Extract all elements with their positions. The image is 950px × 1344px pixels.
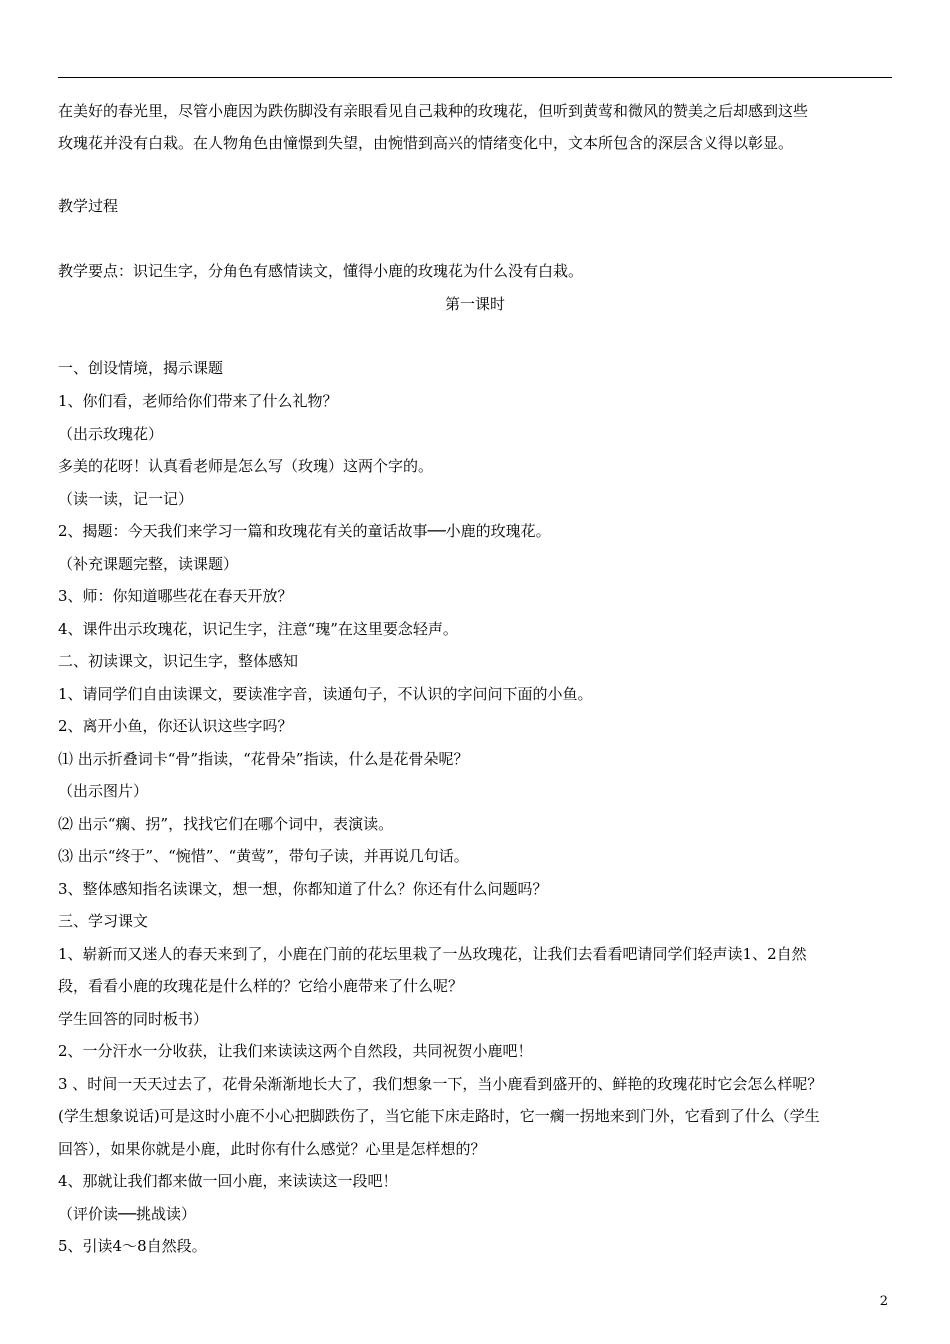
body-line: 1、请同学们自由读课文，要读准字音，读通句子，不认识的字问问下面的小鱼。 <box>58 685 593 703</box>
body-line: 三、学习课文 <box>58 912 149 930</box>
body-line: 3、整体感知指名读课文，想一想，你都知道了什么？你还有什么问题吗？ <box>58 880 548 898</box>
body-line: 3、师：你知道哪些花在春天开放？ <box>58 587 293 605</box>
intro-line: 在美好的春光里，尽管小鹿因为跌伤脚没有亲眼看见自己栽种的玫瑰花，但听到黄莺和微风的赞美之后却感到这些 <box>58 102 809 120</box>
body-line: 二、初读课文，识记生字，整体感知 <box>58 652 299 670</box>
body-line: （补充课题完整，读课题） <box>58 555 239 573</box>
body-line: （读一读，记一记） <box>58 490 194 508</box>
body-line: 学生回答的同时板书） <box>58 1010 209 1028</box>
page-number: 2 <box>879 1294 888 1309</box>
header-rule <box>58 77 892 78</box>
body-line: （出示玫瑰花） <box>58 425 164 443</box>
body-line: ⑶ 出示“终于”、“惋惜”、“黄莺”，带句子读，并再说几句话。 <box>58 847 469 865</box>
body-line: 多美的花呀！认真看老师是怎么写（玫瑰）这两个字的。 <box>58 457 434 475</box>
body-line: （出示图片） <box>58 782 149 800</box>
body-line: 5、引读4～8自然段。 <box>58 1237 207 1255</box>
body-line: 回答），如果你就是小鹿，此时你有什么感觉？心里是怎样想的？ <box>58 1140 486 1158</box>
key-points: 教学要点：识记生字，分角色有感情读文，懂得小鹿的玫瑰花为什么没有白栽。 <box>58 262 584 280</box>
body-line: 4、那就让我们都来做一回小鹿，来读读这一段吧！ <box>58 1172 398 1190</box>
intro-line: 玫瑰花并没有白栽。在人物角色由憧憬到失望，由惋惜到高兴的情绪变化中，文本所包含的深层含义得以彰显。 <box>58 134 794 152</box>
body-line: 4、课件出示玫瑰花，识记生字，注意“瑰”在这里要念轻声。 <box>58 620 458 638</box>
body-line: 1、你们看，老师给你们带来了什么礼物？ <box>58 392 338 410</box>
body-line: ⑵ 出示“瘸、拐”，找找它们在哪个词中，表演读。 <box>58 815 394 833</box>
body-line: 2、离开小鱼，你还认识这些字吗？ <box>58 717 293 735</box>
body-line: (学生想象说话)可是这时小鹿不小心把脚跌伤了，当它能下床走路时，它一瘸一拐地来到门外，它看到了什么（学生 <box>58 1107 820 1125</box>
body-line: ⑴ 出示折叠词卡“骨”指读，“花骨朵”指读，什么是花骨朵呢？ <box>58 750 469 768</box>
body-line: 1、崭新而又迷人的春天来到了，小鹿在门前的花坛里栽了一丛玫瑰花，让我们去看看吧请同学们轻声读1、2自然 <box>58 945 807 963</box>
section-heading: 教学过程 <box>58 197 119 215</box>
body-line: 3 、时间一天天过去了，花骨朵渐渐地长大了，我们想象一下，当小鹿看到盛开的、鲜艳的玫瑰花时它会怎么样呢？ <box>58 1075 823 1093</box>
body-line: 2、揭题：今天我们来学习一篇和玫瑰花有关的童话故事──小鹿的玫瑰花。 <box>58 522 551 540</box>
body-line: 段，看看小鹿的玫瑰花是什么样的？它给小鹿带来了什么呢？ <box>58 977 464 995</box>
body-line: 2、一分汗水一分收获，让我们来读读这两个自然段，共同祝贺小鹿吧！ <box>58 1042 533 1060</box>
body-line: （评价读──挑战读） <box>58 1205 197 1223</box>
lesson-title: 第一课时 <box>444 295 505 313</box>
body-line: 一、创设情境，揭示课题 <box>58 359 224 377</box>
